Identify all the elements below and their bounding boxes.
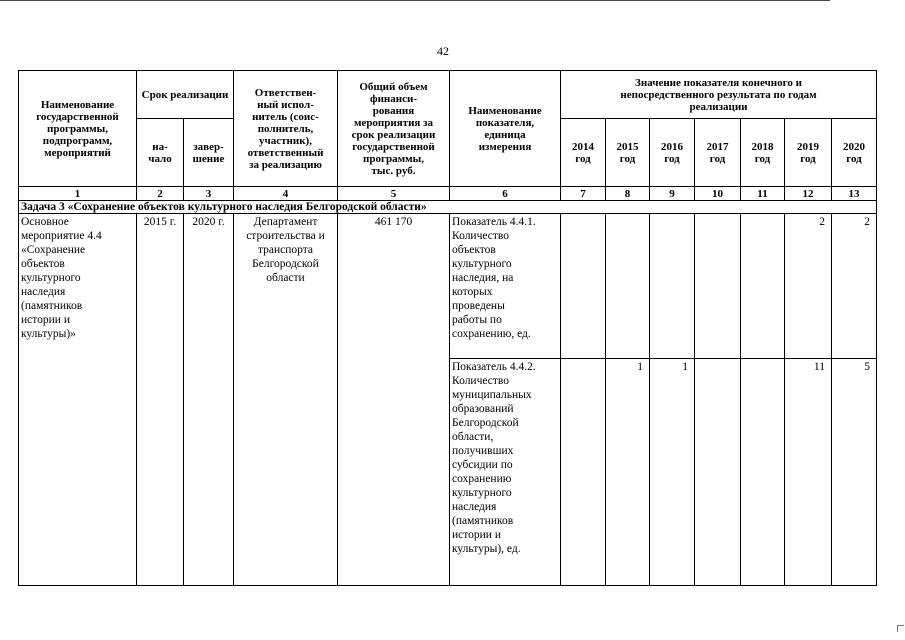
column-number: 2 xyxy=(137,187,184,201)
task-title: Задача 3 «Сохранение объектов культурного наследия Белгородской области» xyxy=(19,201,877,214)
column-number: 1 xyxy=(19,187,137,201)
column-number: 3 xyxy=(184,187,234,201)
indicator-1-value-2016 xyxy=(650,214,695,359)
indicator-1-value-2015 xyxy=(606,214,650,359)
column-number: 7 xyxy=(561,187,606,201)
header-year-2020: 2020 год xyxy=(832,119,877,187)
indicator-2-value-2018 xyxy=(741,359,785,586)
header-row-1 xyxy=(19,71,877,119)
header-indicator-name: Наименование показателя, единица измерения xyxy=(450,71,561,187)
indicator-2-value-2020: 5 xyxy=(832,359,877,586)
column-number: 6 xyxy=(450,187,561,201)
page-edge-mark xyxy=(897,625,904,632)
indicator-1-value-2014 xyxy=(561,214,606,359)
top-rule xyxy=(0,0,830,1)
indicator-2-name: Показатель 4.4.2. Количество муниципальных образований Белгородской области, получивших субсидии по сохранению культурного наследия (памятников истории и культуры), ед. xyxy=(450,359,561,586)
indicator-2-value-2016: 1 xyxy=(650,359,695,586)
indicator-2-value-2015: 1 xyxy=(606,359,650,586)
column-number: 5 xyxy=(338,187,450,201)
indicator-1-value-2017 xyxy=(695,214,741,359)
indicator-row-1 xyxy=(19,214,877,359)
header-responsible: Ответствен- ный испол- нитель (соис- полнитель, участник), ответственный за реализацию xyxy=(234,71,338,187)
column-number: 11 xyxy=(741,187,785,201)
responsible-value: Департамент строительства и транспорта Белгородской области xyxy=(234,214,338,586)
indicator-1-value-2018 xyxy=(741,214,785,359)
indicator-1-value-2020: 2 xyxy=(832,214,877,359)
task-row xyxy=(19,201,877,214)
header-year-2015: 2015 год xyxy=(606,119,650,187)
header-year-2019: 2019 год xyxy=(785,119,832,187)
event-name: Основное мероприятие 4.4 «Сохранение объектов культурного наследия (памятников истории и культуры)» xyxy=(19,214,137,586)
indicator-2-value-2019: 11 xyxy=(785,359,832,586)
column-number-row xyxy=(19,187,877,201)
column-number: 13 xyxy=(832,187,877,201)
total-volume-value: 461 170 xyxy=(338,214,450,586)
column-number: 8 xyxy=(606,187,650,201)
header-year-2016: 2016 год xyxy=(650,119,695,187)
column-number: 4 xyxy=(234,187,338,201)
header-term: Срок реализации xyxy=(137,71,234,119)
indicator-2-value-2017 xyxy=(695,359,741,586)
header-total-volume: Общий объем финанси- рования мероприятия за срок реализации государственной программы, тыс. руб. xyxy=(338,71,450,187)
header-program-name: Наименование государственной программы, подпрограмм, мероприятий xyxy=(19,71,137,187)
indicator-2-value-2014 xyxy=(561,359,606,586)
column-number: 9 xyxy=(650,187,695,201)
column-number: 12 xyxy=(785,187,832,201)
header-term-end: завер- шение xyxy=(184,119,234,187)
term-start-value: 2015 г. xyxy=(137,214,184,586)
header-values-by-year: Значение показателя конечного и непосредственного результата по годам реализации xyxy=(561,71,877,119)
header-year-2014: 2014 год xyxy=(561,119,606,187)
indicator-table xyxy=(18,70,877,586)
header-year-2017: 2017 год xyxy=(695,119,741,187)
header-year-2018: 2018 год xyxy=(741,119,785,187)
indicator-1-value-2019: 2 xyxy=(785,214,832,359)
page-number: 42 xyxy=(437,44,449,58)
indicator-1-name: Показатель 4.4.1. Количество объектов культурного наследия, на которых проведены работы по сохранению, ед. xyxy=(450,214,561,359)
header-term-start: на- чало xyxy=(137,119,184,187)
column-number: 10 xyxy=(695,187,741,201)
term-end-value: 2020 г. xyxy=(184,214,234,586)
